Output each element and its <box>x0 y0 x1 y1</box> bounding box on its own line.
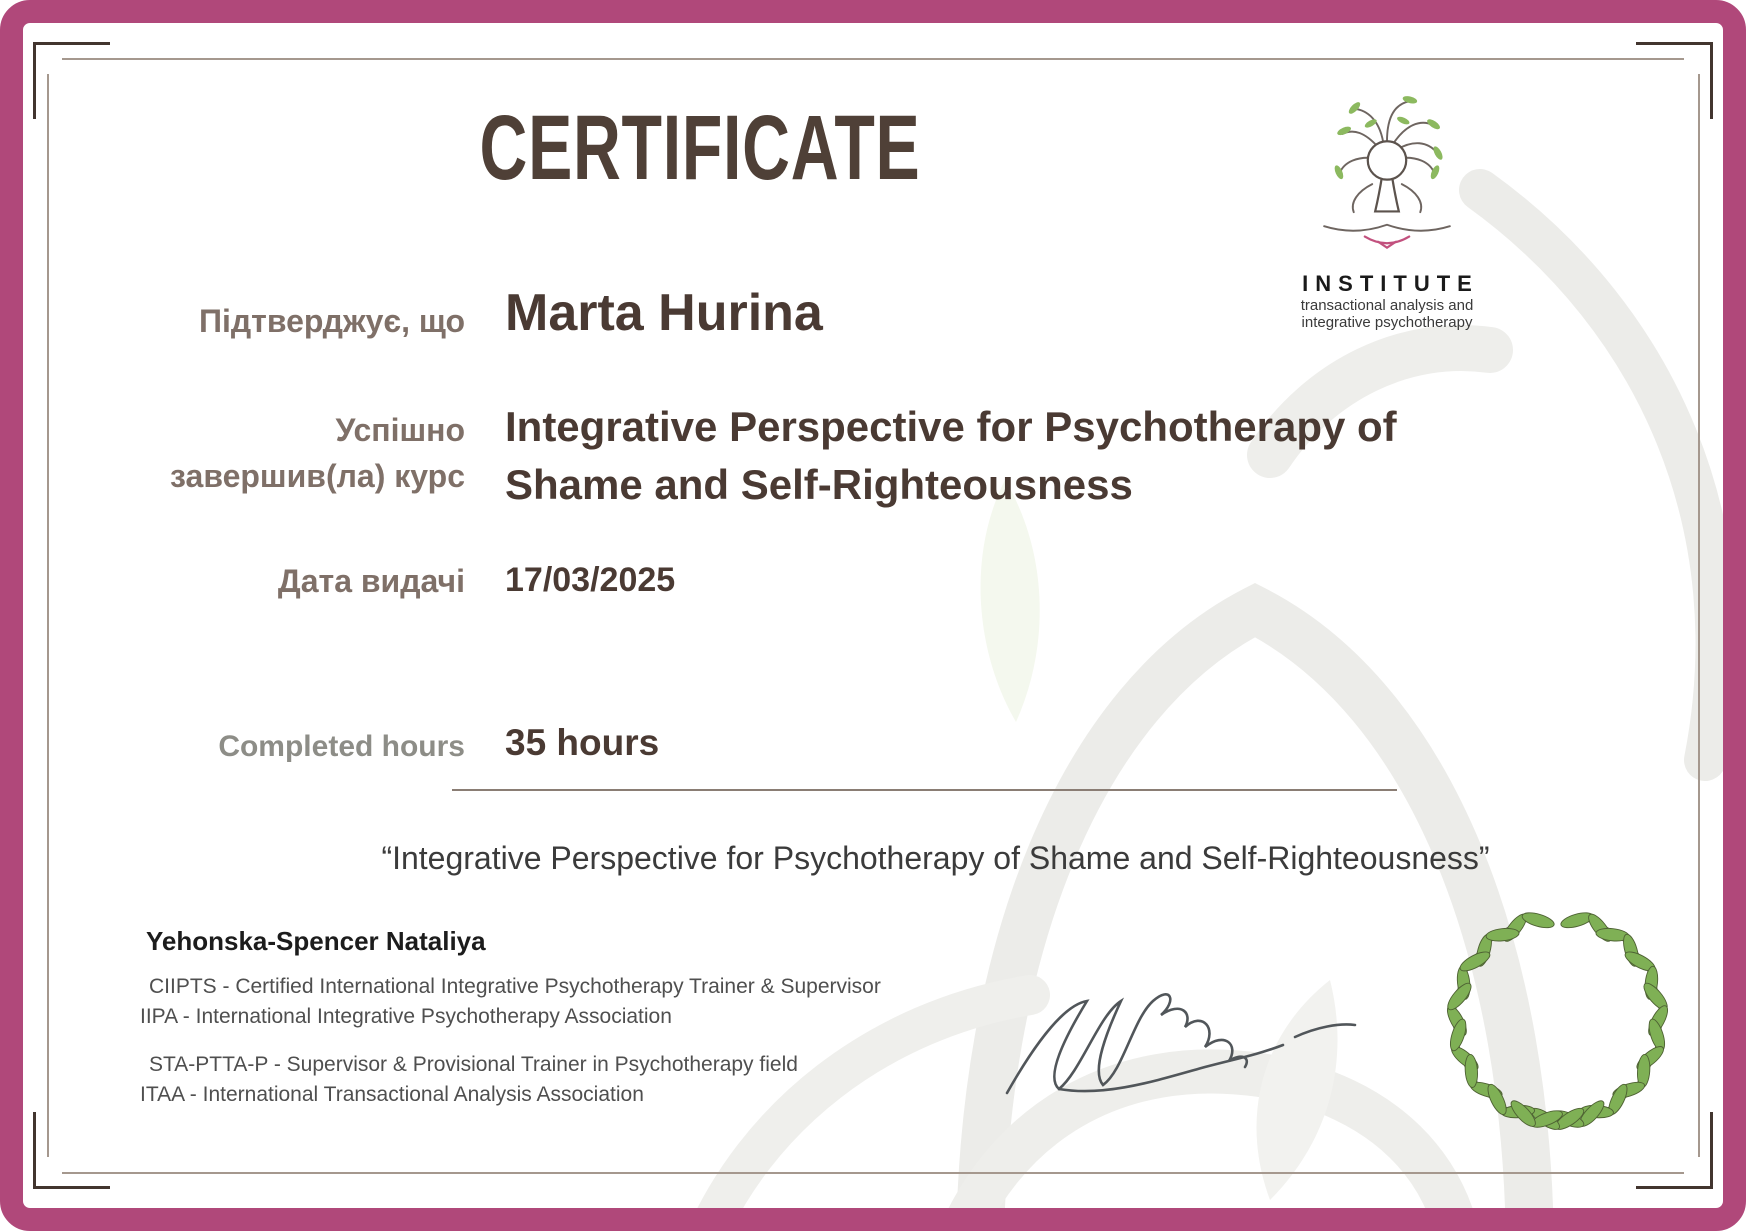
completed-hours-label: Completed hours <box>218 730 465 763</box>
issue-date-label: Дата видачі <box>277 563 465 599</box>
signer-credential: ITAA - International Transactional Analysis Association <box>140 1083 644 1106</box>
tree-keyhole-logo-icon <box>1294 88 1480 258</box>
course-quote: “Integrative Perspective for Psychotherapy of Shame and Self-Righteousness” <box>381 840 1490 876</box>
signer-name: Yehonska-Spencer Nataliya <box>146 926 486 956</box>
course-title: Integrative Perspective for Psychotherapy of Shame and Self-Righteousness <box>505 403 1397 508</box>
logo-subtitle-line2: integrative psychotherapy <box>1301 314 1473 331</box>
completed-hours-value: 35 hours <box>505 722 660 763</box>
recipient-label: Підтверджує, що <box>198 303 465 339</box>
logo-subtitle-line1: transactional analysis and <box>1300 297 1474 314</box>
course-label-line2: завершив(ла) курс <box>170 458 465 494</box>
laurel-wreath-icon <box>1425 880 1690 1158</box>
institute-logo <box>1283 88 1491 331</box>
signer-credential: STA-PTTA-P - Supervisor & Provisional Trainer in Psychotherapy field <box>149 1053 798 1076</box>
certificate-title: CERTIFICATE <box>479 97 921 199</box>
signer-credentials <box>140 972 881 1110</box>
signature-icon <box>995 975 1365 1115</box>
course-label-line1: Успішно <box>335 412 465 448</box>
hours-underline <box>452 789 1397 791</box>
signer-credential: IIPA - International Integrative Psychotherapy Association <box>140 1005 672 1028</box>
recipient-name: Marta Hurina <box>505 284 823 342</box>
issue-date-value: 17/03/2025 <box>505 561 676 599</box>
logo-institute-name: INSTITUTE <box>1302 271 1479 296</box>
signer-credential: CIIPTS - Certified International Integrative Psychotherapy Trainer & Supervisor <box>149 975 881 998</box>
